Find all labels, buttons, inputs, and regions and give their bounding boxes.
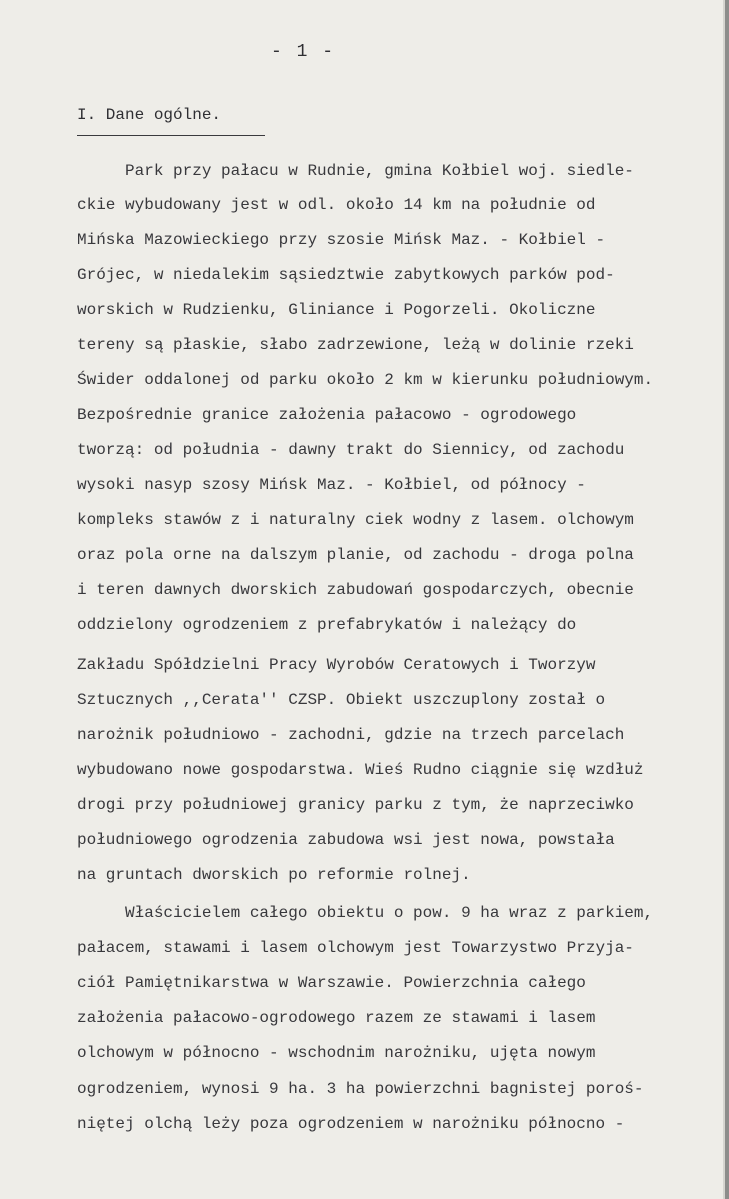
- text-line: niętej olchą leży poza ogrodzeniem w narożniku północno -: [77, 1115, 625, 1133]
- text-line: ciół Pamiętnikarstwa w Warszawie. Powierzchnia całego: [77, 974, 586, 992]
- text-line: Mińska Mazowieckiego przy szosie Mińsk Maz. - Kołbiel -: [77, 231, 606, 249]
- text-line: Właścicielem całego obiektu o pow. 9 ha wraz z parkiem,: [77, 904, 654, 922]
- text-line: założenia pałacowo-ogrodowego razem ze stawami i lasem: [77, 1009, 596, 1027]
- heading-underline: [77, 135, 265, 136]
- page-number: - 1 -: [271, 42, 336, 62]
- text-line: Bezpośrednie granice założenia pałacowo - ogrodowego: [77, 406, 577, 424]
- text-line: tereny są płaskie, słabo zadrzewione, leżą w dolinie rzeki: [77, 336, 634, 354]
- text-line: drogi przy południowej granicy parku z tym, że naprzeciwko: [77, 796, 634, 814]
- text-line: pałacem, stawami i lasem olchowym jest Towarzystwo Przyja-: [77, 939, 634, 957]
- text-line: wysoki nasyp szosy Mińsk Maz. - Kołbiel, od północy -: [77, 476, 586, 494]
- text-line: wybudowano nowe gospodarstwa. Wieś Rudno ciągnie się wzdłuż: [77, 761, 644, 779]
- text-line: i teren dawnych dworskich zabudowań gospodarczych, obecnie: [77, 581, 634, 599]
- text-line: południowego ogrodzenia zabudowa wsi jest nowa, powstała: [77, 831, 615, 849]
- text-line: Grójec, w niedalekim sąsiedztwie zabytkowych parków pod-: [77, 266, 615, 284]
- text-line: olchowym w północno - wschodnim narożniku, ujęta nowym: [77, 1044, 596, 1062]
- text-line: narożnik południowo - zachodni, gdzie na trzech parcelach: [77, 726, 625, 744]
- text-line: oddzielony ogrodzeniem z prefabrykatów i należący do: [77, 616, 577, 634]
- text-line: na gruntach dworskich po reformie rolnej.: [77, 866, 471, 884]
- text-line: Świder oddalonej od parku około 2 km w kierunku południowym.: [77, 371, 654, 389]
- text-line: oraz pola orne na dalszym planie, od zachodu - droga polna: [77, 546, 634, 564]
- text-line: tworzą: od południa - dawny trakt do Siennicy, od zachodu: [77, 441, 625, 459]
- text-line: ckie wybudowany jest w odl. około 14 km na południe od: [77, 196, 596, 214]
- text-line: Park przy pałacu w Rudnie, gmina Kołbiel woj. siedle-: [77, 162, 634, 180]
- text-line: ogrodzeniem, wynosi 9 ha. 3 ha powierzchni bagnistej poroś-: [77, 1080, 644, 1098]
- section-heading: I. Dane ogólne.: [77, 106, 222, 124]
- text-line: Zakładu Spółdzielni Pracy Wyrobów Ceratowych i Tworzyw: [77, 656, 596, 674]
- text-line: worskich w Rudzienku, Gliniance i Pogorzeli. Okoliczne: [77, 301, 596, 319]
- text-line: kompleks stawów z i naturalny ciek wodny z lasem. olchowym: [77, 511, 634, 529]
- page-edge: [725, 0, 729, 1199]
- text-line: Sztucznych ,,Cerata'' CZSP. Obiekt uszczuplony został o: [77, 691, 606, 709]
